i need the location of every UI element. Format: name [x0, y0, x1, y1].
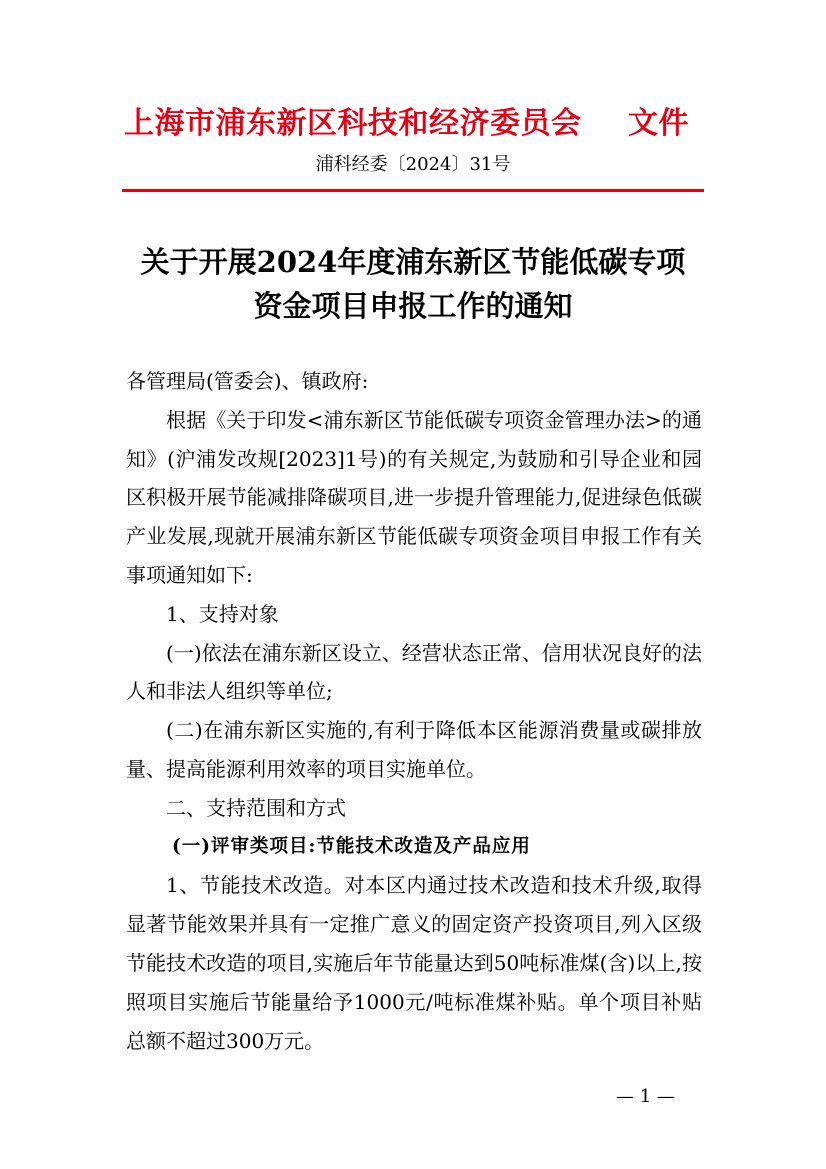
header-title [124, 98, 704, 148]
intro-paragraph: 根据《关于印发<浦东新区节能低碳专项资金管理办法>的通知》(沪浦发改规[2023]1号)的有关规定,为鼓励和引导企业和园区积极开展节能减排降碳项目,进一步提升管理能力,促进绿色低碳产业发展,现就开展浦东新区节能低碳专项资金项目申报工作有关事项通知如下: [126, 407, 702, 587]
notice-body [126, 362, 702, 1060]
sub-heading-review-projects: (一)评审类项目:节能技术改造及产品应用 [172, 835, 531, 857]
support-target-item-2: (二)在浦东新区实施的,有利于降低本区能源消费量或碳排放量、提高能源利用效率的项目实施单位。 [126, 718, 702, 781]
header-red-divider [122, 189, 704, 192]
section-heading-support-targets: 1、支持对象 [166, 601, 279, 626]
notice-title [0, 240, 826, 328]
notice-title-line-2: 资金项目申报工作的通知 [253, 289, 573, 323]
support-target-item-1: (一)依法在浦东新区设立、经营状态正常、信用状况良好的法人和非法人组织等单位; [126, 640, 702, 704]
document-number: 浦科经委〔2024〕31号 [315, 154, 511, 175]
section-heading-support-scope: 二、支持范围和方式 [166, 795, 346, 820]
salutation: 各管理局(管委会)、镇政府: [126, 369, 369, 393]
document-word: 文件 [628, 106, 689, 141]
energy-saving-retrofit-paragraph: 1、节能技术改造。对本区内通过技术改造和技术升级,取得显著节能效果并具有一定推广意义的固定资产投资项目,列入区级节能技术改造的项目,实施后年节能量达到50吨标准煤(含)以上,按照项目实施后节能量给予1000元/吨标准煤补贴。单个项目补贴总额不超过300万元。 [126, 873, 702, 1053]
page-number: — 1 — [616, 1086, 675, 1107]
issuing-organization: 上海市浦东新区科技和经济委员会 [124, 106, 582, 141]
notice-title-line-1: 关于开展2024年度浦东新区节能低碳专项 [140, 245, 686, 279]
